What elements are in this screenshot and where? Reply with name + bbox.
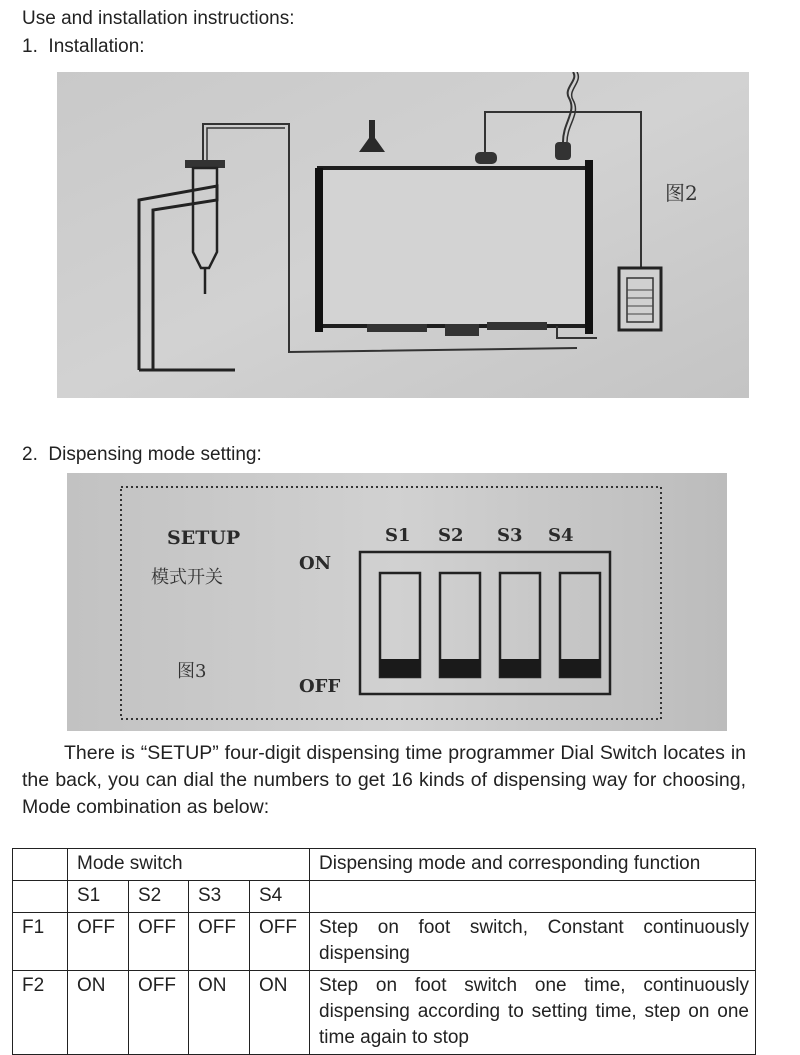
mode-cell: F2 xyxy=(13,971,68,1055)
dip-switch-figure xyxy=(67,473,727,731)
function-header: Dispensing mode and corresponding function xyxy=(310,849,756,881)
switch-label-s1: S1 xyxy=(385,525,411,546)
s4-cell: OFF xyxy=(250,913,310,971)
setup-chinese-label: 模式开关 xyxy=(151,567,223,588)
s2-cell: OFF xyxy=(129,913,189,971)
switch-label-s3: S3 xyxy=(497,525,523,546)
section-2-number: 2. xyxy=(22,444,38,465)
document-heading: Use and installation instructions: xyxy=(22,8,295,29)
description-paragraph xyxy=(22,740,746,821)
table-cell xyxy=(13,881,68,913)
section-1-heading xyxy=(22,36,145,58)
table-header-row xyxy=(13,849,756,881)
mode-cell: F1 xyxy=(13,913,68,971)
switch-header-s3: S3 xyxy=(189,881,250,913)
mode-switch-header: Mode switch xyxy=(68,849,310,881)
s3-cell: OFF xyxy=(189,913,250,971)
table-row xyxy=(13,913,756,971)
s1-cell: OFF xyxy=(68,913,129,971)
figure-2-label: 图2 xyxy=(665,181,698,205)
section-2-title: Dispensing mode setting: xyxy=(48,444,262,465)
description-text: There is “SETUP” four-digit dispensing time programmer Dial Switch locates in the back, you can dial the numbers to get 16 kinds of dispensing way for choosing, Mode combination as below: xyxy=(22,742,746,818)
figure-3-label: 图3 xyxy=(177,661,207,682)
table-row xyxy=(13,971,756,1055)
switch-header-s2: S2 xyxy=(129,881,189,913)
s2-cell: OFF xyxy=(129,971,189,1055)
switch-label-s4: S4 xyxy=(548,525,574,546)
function-cell: Step on foot switch one time, continuously dispensing according to setting time, step on one time again to stop xyxy=(310,971,756,1055)
s4-cell: ON xyxy=(250,971,310,1055)
on-label: ON xyxy=(299,553,332,574)
off-label: OFF xyxy=(299,676,341,697)
section-1-title: Installation: xyxy=(48,36,145,57)
setup-label: SETUP xyxy=(167,527,241,549)
s3-cell: ON xyxy=(189,971,250,1055)
switch-label-s2: S2 xyxy=(438,525,464,546)
section-1-number: 1. xyxy=(22,36,38,57)
switch-header-s4: S4 xyxy=(250,881,310,913)
s1-cell: ON xyxy=(68,971,129,1055)
table-cell xyxy=(310,881,756,913)
section-2-heading xyxy=(22,444,262,466)
table-switch-row xyxy=(13,881,756,913)
table-corner-cell xyxy=(13,849,68,881)
installation-figure xyxy=(57,72,749,398)
function-cell: Step on foot switch, Constant continuously dispensing xyxy=(310,913,756,971)
mode-combination-table xyxy=(12,848,756,1055)
switch-header-s1: S1 xyxy=(68,881,129,913)
